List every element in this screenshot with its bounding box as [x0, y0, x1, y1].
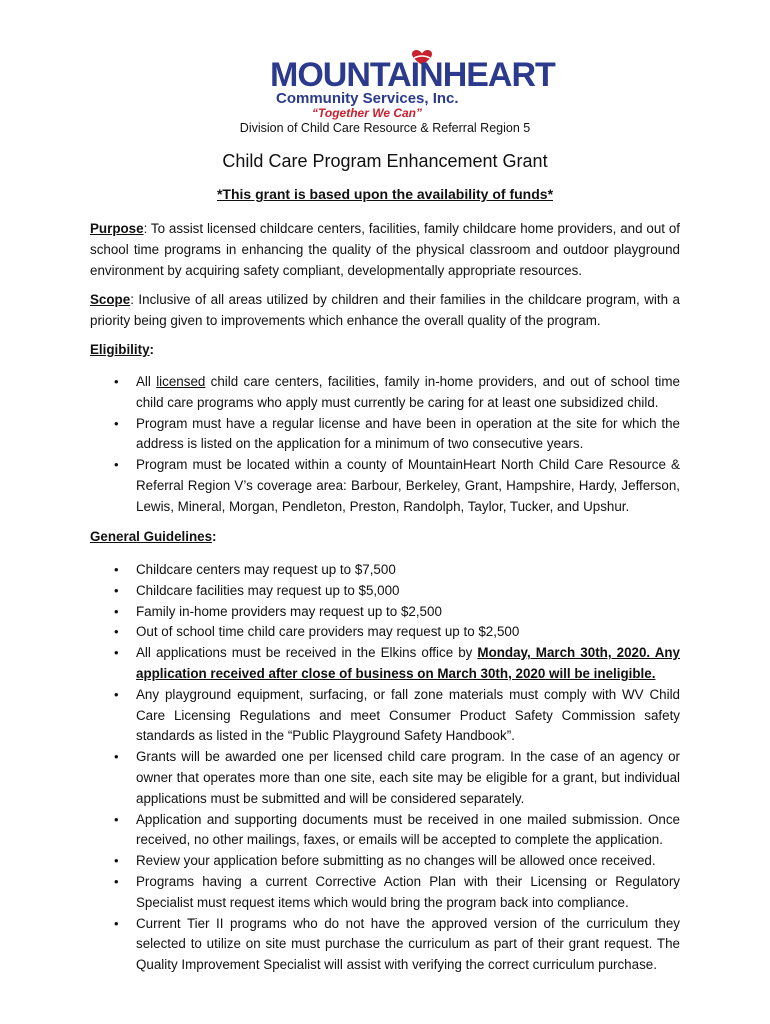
funds-notice-text: *This grant is based upon the availability of funds*	[216, 186, 554, 202]
list-item: • Family in-home providers may request up to $2,500	[114, 603, 442, 619]
logo-subtitle: Community Services, Inc.	[276, 90, 459, 107]
list-item: • All licensed child care centers, facilities, family in-home providers, and out of school time child care programs who apply must currently be caring for at least one subsidized child.	[114, 374, 680, 410]
guidelines-heading-text: General Guidelines	[90, 529, 213, 544]
purpose-label: Purpose	[90, 221, 144, 236]
funds-notice	[0, 186, 770, 202]
logo-name-part2: HEART	[442, 56, 555, 94]
logo-name-part1: MOUNTAIN	[270, 56, 443, 94]
logo-wordmark	[270, 58, 555, 92]
list-item: • Out of school time child care providers may request up to $2,500	[114, 624, 520, 640]
logo-tagline: “Together We Can”	[312, 106, 423, 120]
eligibility-list	[90, 372, 680, 518]
guidelines-list	[90, 560, 680, 976]
list-item: • All applications must be received in the Elkins office by Monday, March 30th, 2020. Any application received after close of business on March 30th, 2020 will be ineligible.	[114, 645, 680, 681]
purpose-text: : To assist licensed childcare centers, facilities, family childcare home providers, and out of school time programs in enhancing the quality of the physical classroom and outdoor playground environment by acquiring safety compliant, developmentally appropriate resources.	[90, 221, 680, 278]
scope-text: : Inclusive of all areas utilized by children and their families in the childcare program, with a priority being given to improvements which enhance the overall quality of the program.	[90, 292, 680, 328]
list-item: • Program must have a regular license and have been in operation at the site for which the address is listed on the application for a minimum of two consecutive years.	[114, 415, 680, 452]
list-item: • Program must be located within a county of MountainHeart North Child Care Resource & Referral Region V’s coverage area: Barbour, Berkeley, Grant, Hampshire, Hardy, Jefferson, Lewis, Mineral, Morgan, Pendleton, Preston, Randolph, Taylor, Tucker, and Upshur.	[114, 457, 680, 514]
scope-label: Scope	[90, 292, 131, 307]
division-line: Division of Child Care Resource & Referral Region 5	[239, 121, 531, 135]
purpose-paragraph	[90, 218, 680, 281]
list-item: • Any playground equipment, surfacing, or fall zone materials must comply with WV Child Care Licensing Regulations and meet Consumer Product Safety Commission safety standards as listed in the “Public Playground Safety Handbook”.	[114, 686, 680, 744]
page-title: Child Care Program Enhancement Grant	[222, 151, 548, 171]
guidelines-heading: General Guidelines:	[90, 529, 217, 544]
list-item: • Application and supporting documents must be received in one mailed submission. Once received, no other mailings, faxes, or emails will be accepted to complete the application.	[114, 811, 680, 848]
list-item: • Programs having a current Corrective Action Plan with their Licensing or Regulatory Specialist must request items which would bring the program back into compliance.	[114, 873, 680, 910]
list-item: • Review your application before submitting as no changes will be allowed once received.	[114, 853, 656, 869]
organization-logo	[270, 56, 555, 120]
list-item: • Childcare facilities may request up to $5,000	[114, 582, 400, 598]
scope-paragraph	[90, 289, 680, 331]
list-item: • Grants will be awarded one per licensed child care program. In the case of an agency or owner that operates more than one site, each site may be eligible for a grant, but individual applications must be submitted and will be considered separately.	[114, 749, 680, 806]
eligibility-heading-text: Eligibility	[90, 342, 150, 357]
list-item: • Childcare centers may request up to $7,500	[114, 562, 396, 577]
eligibility-heading: Eligibility:	[90, 342, 154, 357]
list-item: • Current Tier II programs who do not have the approved version of the curriculum they selected to utilize on site must purchase the curriculum as part of their grant request. The Quality Improvement Specialist will assist with verifying the correct curriculum purchase.	[114, 915, 680, 973]
